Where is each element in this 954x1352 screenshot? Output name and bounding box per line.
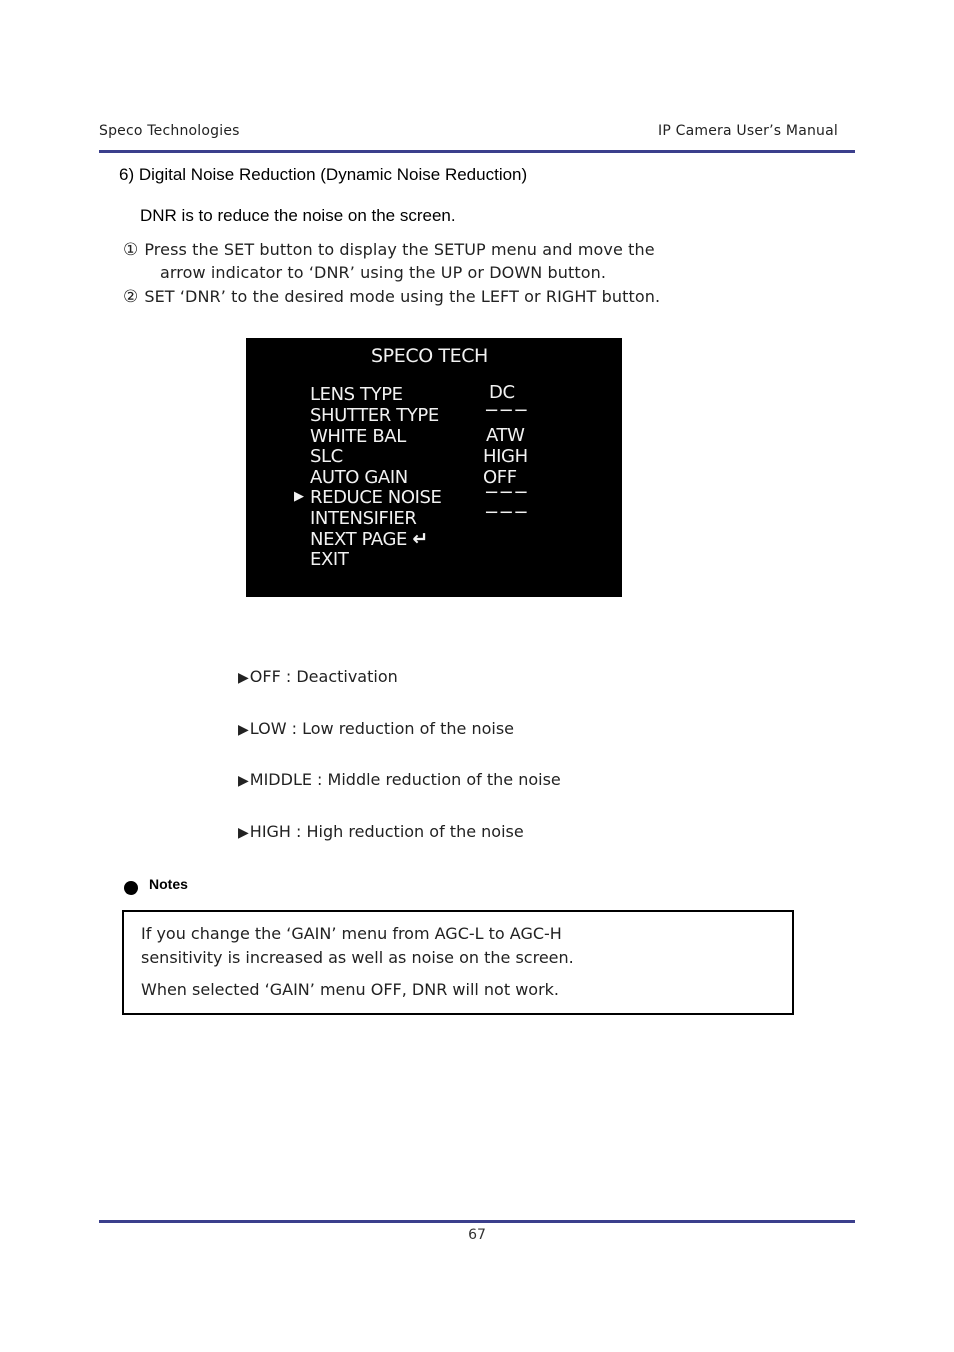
- osd-menu-title: SPECO TECH: [371, 345, 488, 367]
- osd-item-label: SHUTTER TYPE: [310, 405, 439, 426]
- step-2-line-1: SET ‘DNR’ to the desired mode using the LEFT or RIGHT button.: [144, 287, 661, 306]
- enter-icon: ↵: [412, 528, 428, 550]
- osd-item-value: DC: [489, 382, 515, 403]
- osd-item-value: −−−: [484, 502, 529, 523]
- step-2-number: ②: [123, 287, 139, 307]
- notes-bullet-icon: [124, 881, 138, 895]
- notes-line: When selected ‘GAIN’ menu OFF, DNR will not work.: [141, 980, 560, 999]
- section-intro: DNR is to reduce the noise on the screen.: [140, 206, 456, 225]
- osd-item-value: OFF: [483, 467, 517, 488]
- header-left: Speco Technologies: [99, 123, 240, 139]
- osd-item-label: AUTO GAIN: [310, 467, 408, 488]
- osd-item-label: WHITE BAL: [310, 426, 406, 447]
- header-rule: [99, 150, 855, 153]
- osd-menu-screen: [246, 338, 622, 597]
- mode-text: OFF : Deactivation: [249, 667, 398, 686]
- mode-text: HIGH : High reduction of the noise: [249, 822, 524, 841]
- mode-item: [238, 770, 561, 789]
- triangle-bullet-icon: ▶: [238, 773, 249, 789]
- triangle-bullet-icon: ▶: [238, 722, 249, 738]
- triangle-bullet-icon: ▶: [238, 825, 249, 841]
- osd-item-label: SLC: [310, 446, 343, 467]
- notes-box: [122, 910, 794, 1015]
- header-right: IP Camera User’s Manual: [658, 123, 838, 139]
- osd-item-label: NEXT PAGE: [310, 529, 407, 550]
- osd-pointer-icon: ▶: [294, 489, 304, 504]
- step-1-line-1: Press the SET button to display the SETUP menu and move the: [144, 240, 655, 259]
- osd-item-label: REDUCE NOISE: [310, 487, 442, 508]
- notes-label: Notes: [149, 876, 188, 892]
- page-number: 67: [468, 1227, 486, 1243]
- triangle-bullet-icon: ▶: [238, 670, 249, 686]
- osd-item-label: LENS TYPE: [310, 384, 403, 405]
- section-title: 6) Digital Noise Reduction (Dynamic Noise Reduction): [119, 165, 528, 184]
- osd-item-value: ATW: [486, 425, 525, 446]
- mode-item: [238, 822, 524, 841]
- mode-text: MIDDLE : Middle reduction of the noise: [249, 770, 561, 789]
- osd-item-value: HIGH: [483, 446, 528, 467]
- osd-item-value: −−−: [484, 482, 529, 503]
- osd-item-label: INTENSIFIER: [310, 508, 417, 529]
- osd-item-value: −−−: [484, 400, 529, 421]
- footer-rule: [99, 1220, 855, 1223]
- mode-item: [238, 667, 398, 686]
- osd-item-label: EXIT: [310, 549, 349, 570]
- osd-item-label-next-page: [310, 528, 428, 550]
- notes-line: sensitivity is increased as well as noise on the screen.: [141, 948, 574, 967]
- step-1-number: ①: [123, 240, 139, 260]
- step-1-line-2: arrow indicator to ‘DNR’ using the UP or DOWN button.: [160, 263, 607, 282]
- mode-text: LOW : Low reduction of the noise: [249, 719, 514, 738]
- step-2: [123, 287, 660, 307]
- step-1: [123, 240, 655, 260]
- notes-line: If you change the ‘GAIN’ menu from AGC-L to AGC-H: [141, 924, 562, 943]
- mode-item: [238, 719, 514, 738]
